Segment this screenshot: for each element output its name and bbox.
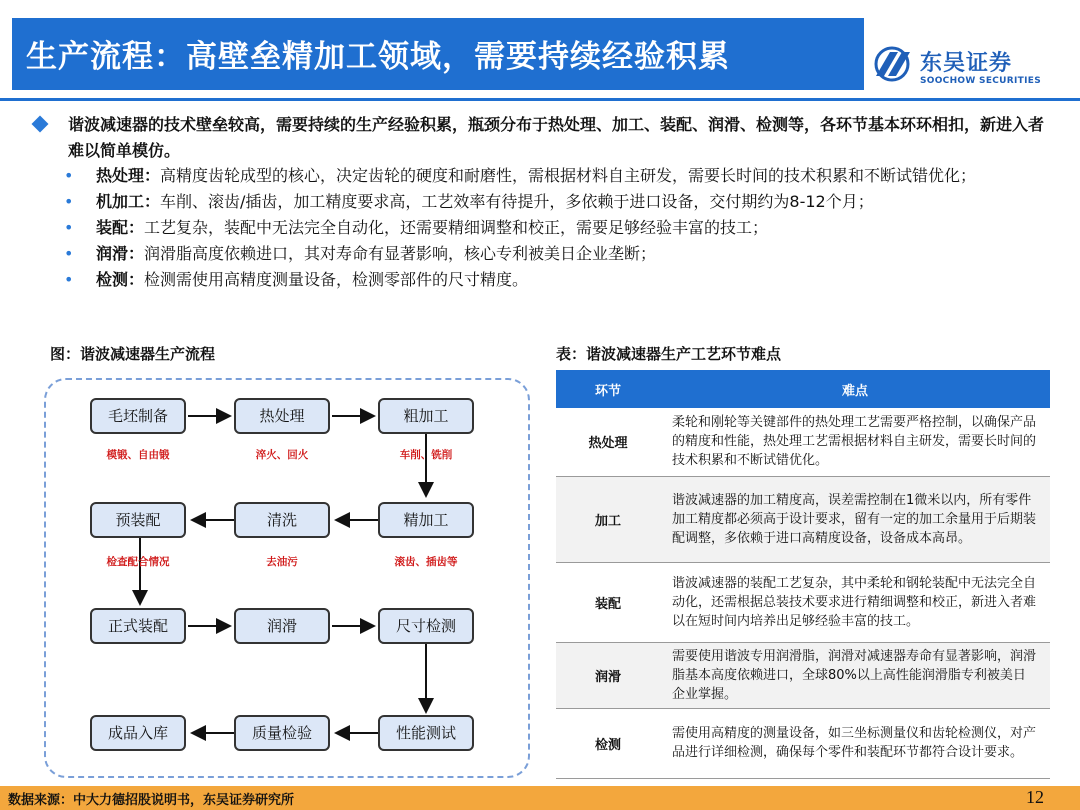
bullet-text: 车削、滚齿/插齿，加工精度要求高，工艺效率有待提升，多依赖于进口设备，交付期约为8-12个月； [160, 192, 874, 211]
difficulty-table [556, 370, 1050, 779]
bullet-label: 装配： [96, 218, 145, 237]
list-item [62, 215, 1054, 241]
bullet-label: 机加工： [96, 192, 161, 211]
flow-note: 滚齿、插齿等 [394, 556, 458, 568]
table-header-stage: 环节 [556, 370, 660, 408]
page-number: 12 [1026, 787, 1044, 807]
flow-note: 车削、铣削 [399, 449, 453, 461]
bullet-dot-icon: • [64, 244, 74, 263]
table-row [556, 562, 1050, 642]
table-header-difficulty: 难点 [660, 370, 1050, 408]
company-logo [872, 40, 1072, 92]
bullet-dot-icon: • [64, 270, 74, 289]
bullet-dot-icon: • [64, 192, 74, 211]
bullet-label: 检测： [96, 270, 145, 289]
logo-text-en: SOOCHOW SECURITIES [920, 76, 1041, 86]
table-cell-difficulty: 柔轮和刚轮等关键部件的热处理工艺需要严格控制，以确保产品的精度和性能，热处理工艺需根据材料自主研发，需要长时间的技术积累和不断试错优化。 [660, 408, 1050, 476]
bullet-label: 热处理： [96, 166, 161, 185]
flow-node-final-assembly: 正式装配 [90, 608, 186, 644]
flow-note: 去油污 [266, 556, 298, 568]
bullet-text: 高精度齿轮成型的核心，决定齿轮的硬度和耐磨性，需根据材料自主研发，需要长时间的技术积累和不断试错优化； [160, 166, 977, 185]
table-cell-stage: 加工 [556, 476, 660, 562]
bullet-dot-icon: • [64, 166, 74, 185]
bullet-dot-icon: • [64, 218, 74, 237]
table-row [556, 408, 1050, 476]
table-cell-difficulty: 谐波减速器的装配工艺复杂，其中柔轮和钢轮装配中无法完全自动化，还需根据总装技术要求进行精细调整和校正，新进入者难以在短时间内培养出足够经验丰富的技工。 [660, 562, 1050, 642]
flow-node-heat-treatment: 热处理 [234, 398, 330, 434]
list-item [62, 163, 1054, 189]
list-item [62, 267, 1054, 293]
flow-node-finish-machining: 精加工 [378, 502, 474, 538]
table-cell-stage: 检测 [556, 708, 660, 778]
flow-node-dimension-check: 尺寸检测 [378, 608, 474, 644]
figure-caption: 图：谐波减速器生产流程 [50, 345, 216, 363]
bullet-label: 润滑： [96, 244, 145, 263]
bullet-text: 检测需使用高精度测量设备，检测零部件的尺寸精度。 [144, 270, 529, 289]
table-row [556, 476, 1050, 562]
flow-node-rough-machining: 粗加工 [378, 398, 474, 434]
bullet-text: 工艺复杂，装配中无法完全自动化，还需要精细调整和校正，需要足够经验丰富的技工； [144, 218, 769, 237]
table-header-row [556, 370, 1050, 408]
flow-note: 模锻、自由锻 [106, 449, 170, 461]
lead-text: 谐波减速器的技术壁垒较高，需要持续的生产经验积累，瓶颈分布于热处理、加工、装配、润滑、检测等，各环节基本环环相扣，新进入者难以简单模仿。 [68, 115, 1045, 160]
list-item [62, 241, 1054, 267]
source-note: 数据来源：中大力德招股说明书，东吴证券研究所 [8, 793, 295, 808]
diamond-bullet-icon [32, 116, 49, 133]
bullet-text: 润滑脂高度依赖进口，其对寿命有显著影响，核心专利被美日企业垄断； [144, 244, 657, 263]
flow-node-performance-test: 性能测试 [378, 715, 474, 751]
title-divider [0, 98, 1080, 101]
page-title: 生产流程：高壁垒精加工领域，需要持续经验积累 [26, 39, 730, 75]
flow-node-warehousing: 成品入库 [90, 715, 186, 751]
flow-node-lubrication: 润滑 [234, 608, 330, 644]
soochow-logo-icon [872, 46, 912, 82]
table-caption: 表：谐波减速器生产工艺环节难点 [556, 345, 782, 363]
table-row [556, 708, 1050, 778]
table-cell-difficulty: 谐波减速器的加工精度高，误差需控制在1微米以内，所有零件加工精度都必须高于设计要求，留有一定的加工余量用于后期装配调整，多依赖于进口高精度设备，设备成本高昂。 [660, 476, 1050, 562]
table-cell-difficulty: 需使用高精度的测量设备，如三坐标测量仪和齿轮检测仪，对产品进行详细检测，确保每个零件和装配环节都符合设计要求。 [660, 708, 1050, 778]
flow-node-pre-assembly: 预装配 [90, 502, 186, 538]
table-cell-stage: 润滑 [556, 642, 660, 708]
table-cell-stage: 热处理 [556, 408, 660, 476]
table-cell-stage: 装配 [556, 562, 660, 642]
flow-note: 检查配合情况 [106, 556, 170, 568]
title-bar [12, 18, 864, 90]
bullet-list [62, 163, 1054, 293]
flow-node-cleaning: 清洗 [234, 502, 330, 538]
flow-node-blank: 毛坯制备 [90, 398, 186, 434]
flow-node-quality-inspection: 质量检验 [234, 715, 330, 751]
flow-note: 淬火、回火 [255, 449, 309, 461]
table-cell-difficulty: 需要使用谐波专用润滑脂，润滑对减速器寿命有显著影响，润滑脂基本高度依赖进口，全球80%以上高性能润滑脂专利被美日企业掌握。 [660, 642, 1050, 708]
footer-bar [0, 786, 1080, 810]
lead-paragraph [34, 112, 1054, 164]
table-row [556, 642, 1050, 708]
list-item [62, 189, 1054, 215]
logo-text-cn: 东吴证券 [920, 51, 1013, 76]
